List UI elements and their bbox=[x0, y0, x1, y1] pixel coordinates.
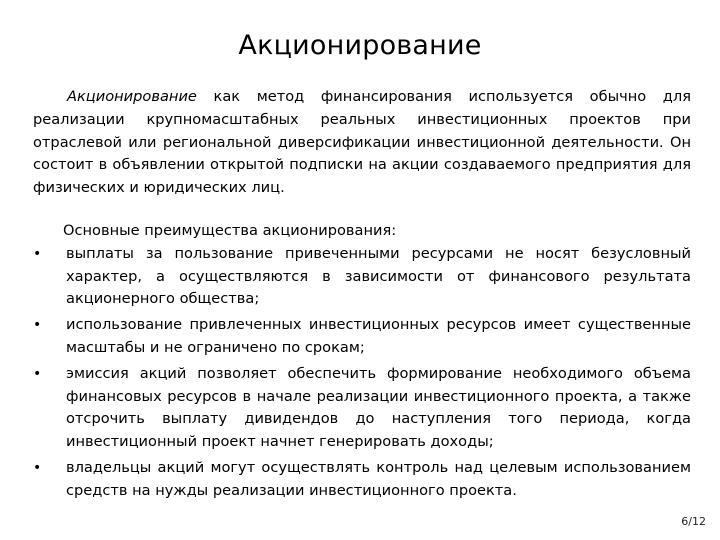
list-item-text: владельцы акций могут осуществлять контроль над целевым использованием средств на нужды реализации инвестиционного проекта. bbox=[66, 458, 691, 499]
list-item bbox=[33, 457, 691, 503]
bullet-icon: • bbox=[33, 245, 42, 262]
intro-paragraph bbox=[33, 86, 691, 200]
list-item bbox=[33, 363, 691, 454]
list-item-text: выплаты за пользование привеченными ресурсами не носят безусловный характер, а осуществляются в зависимости от финансового результата акционерного общества; bbox=[66, 244, 691, 308]
advantages-heading: Основные преимущества акционирования: bbox=[63, 221, 397, 239]
bullet-icon: • bbox=[33, 459, 42, 476]
bullet-icon: • bbox=[33, 317, 42, 334]
advantages-list bbox=[33, 243, 691, 503]
page-number: 6/12 bbox=[681, 515, 706, 528]
list-item-text: эмиссия акций позволяет обеспечить формирование необходимого объема финансовых ресурсов в начале реализации инвестиционного проекта, а также отсрочить выплату дивидендов до наступления того периода, когда инвестиционный проект начнет генерировать доходы; bbox=[66, 364, 691, 451]
slide-title: Акционирование bbox=[238, 30, 482, 61]
intro-text: как метод финансирования используется обычно для реализации крупномасштабных реальных инвестиционных проектов при отраслевой или региональной диверсификации инвестиционной деятельности. Он состоит в объявлении открытой подписки на акции создаваемого предприятия для физических и юридических лиц. bbox=[33, 88, 691, 197]
slide-body bbox=[33, 86, 691, 506]
intro-term: Акционирование bbox=[67, 88, 197, 105]
bullet-icon: • bbox=[33, 365, 42, 382]
list-item-text: использование привлеченных инвестиционных ресурсов имеет существенные масштабы и не ограничено по срокам; bbox=[66, 316, 691, 356]
list-item bbox=[33, 243, 691, 311]
list-item bbox=[33, 314, 691, 360]
